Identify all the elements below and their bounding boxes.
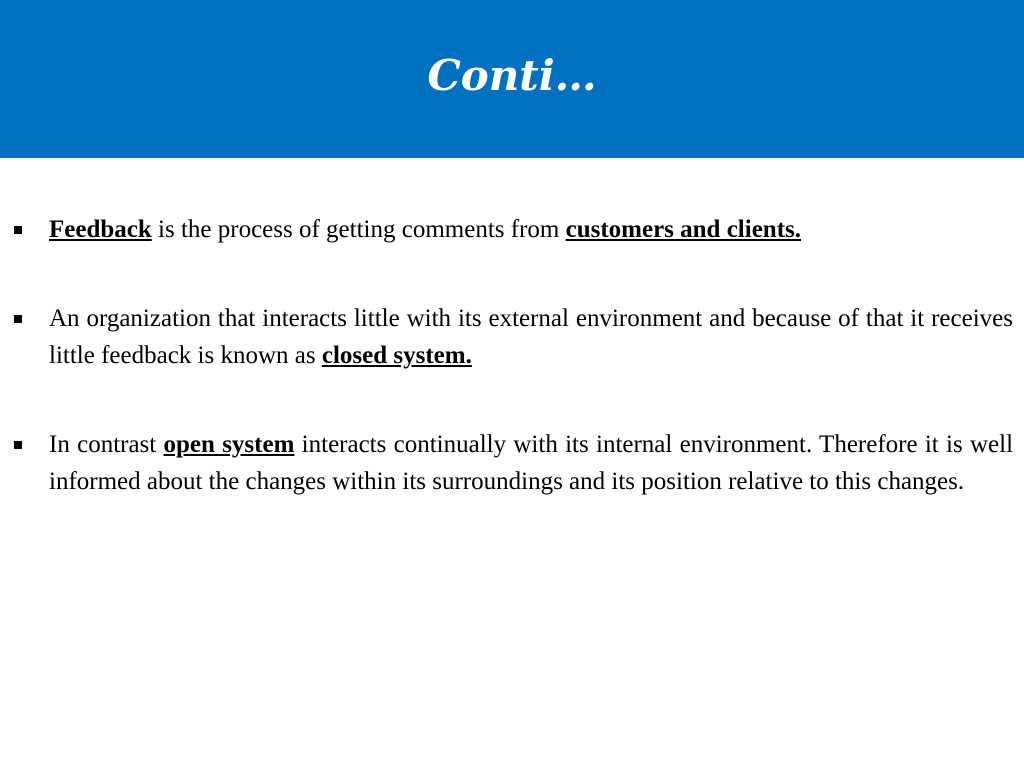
term-open-system: open system — [163, 431, 295, 458]
bullet-text: An organization that interacts little with its external environment and because of that it receives little feedback is known as — [49, 305, 1013, 369]
bullet-item-closed-system — [14, 300, 1013, 374]
square-bullet-icon — [14, 315, 22, 323]
bullet-list — [14, 211, 1013, 500]
bullet-item-open-system — [14, 426, 1013, 500]
bullet-item-feedback — [14, 211, 1013, 248]
bullet-text: is the process of getting comments from — [151, 216, 566, 243]
term-customers-and-clients: customers and clients. — [565, 216, 801, 243]
term-closed-system: closed system. — [321, 342, 472, 369]
square-bullet-icon — [14, 441, 22, 449]
title-bar — [0, 0, 1024, 158]
slide-title: Conti… — [427, 51, 597, 100]
bullet-text: interacts continually with its internal environment. Therefore it is well informed about the changes within its surroundings and its position relative to this changes. — [49, 431, 1014, 495]
square-bullet-icon — [14, 226, 22, 234]
bullet-text: In contrast — [49, 431, 164, 458]
term-feedback: Feedback — [49, 216, 152, 243]
